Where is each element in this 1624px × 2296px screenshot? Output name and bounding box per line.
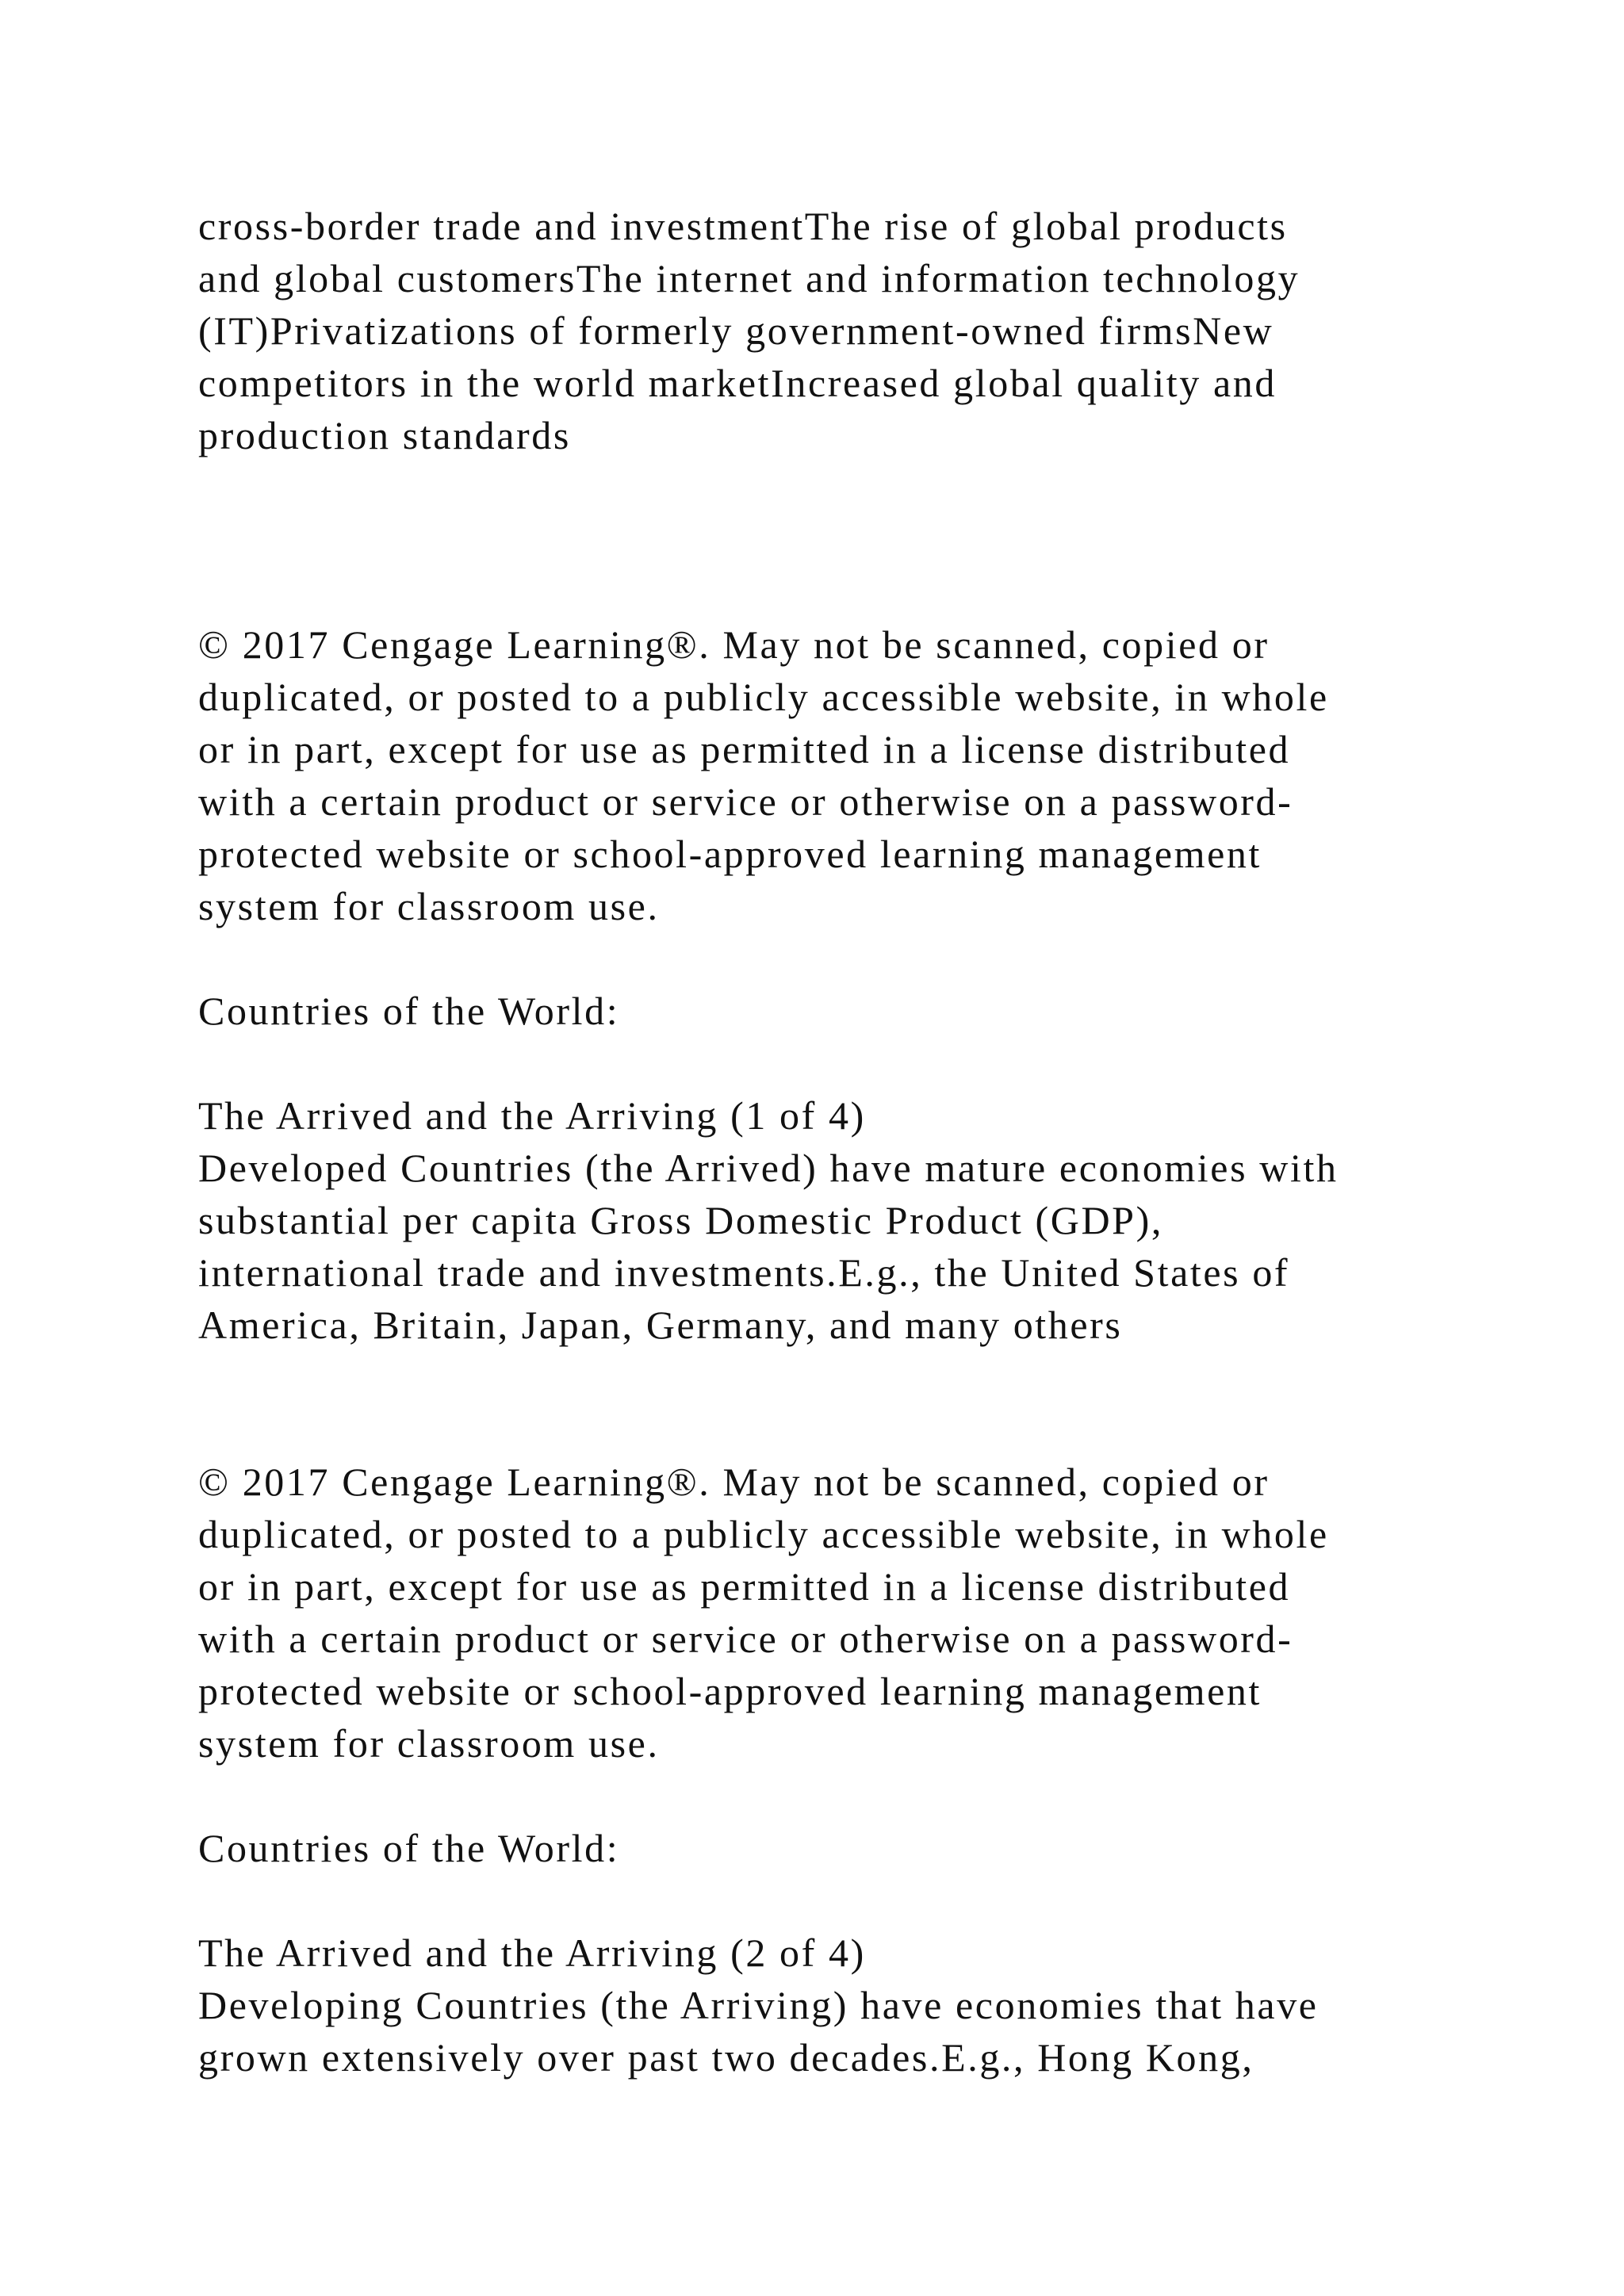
copyright-line: with a certain product or service or otherwise on a password- <box>198 779 1293 824</box>
text-line: cross-border trade and investmentThe rise of global products <box>198 204 1288 248</box>
text-line: competitors in the world marketIncreased global quality and <box>198 361 1277 405</box>
section-heading: Countries of the World: <box>198 1826 620 1870</box>
copyright-line: © 2017 Cengage Learning®. May not be scanned, copied or <box>198 622 1270 667</box>
text-line: grown extensively over past two decades.E.g., Hong Kong, <box>198 2035 1254 2080</box>
text-line: substantial per capita Gross Domestic Product (GDP), <box>198 1198 1163 1242</box>
copyright-line: duplicated, or posted to a publicly accessible website, in whole <box>198 1512 1329 1556</box>
text-line: international trade and investments.E.g., the United States of <box>198 1250 1290 1295</box>
copyright-line: © 2017 Cengage Learning®. May not be scanned, copied or <box>198 1460 1270 1504</box>
section-heading: Countries of the World: <box>198 989 620 1033</box>
copyright-line: system for classroom use. <box>198 884 660 928</box>
text-line: (IT)Privatizations of formerly government-owned firmsNew <box>198 308 1274 353</box>
copyright-line: or in part, except for use as permitted in a license distributed <box>198 1564 1291 1609</box>
text-line: Developing Countries (the Arriving) have economies that have <box>198 1983 1319 2027</box>
text-line: Developed Countries (the Arrived) have mature economies with <box>198 1146 1339 1190</box>
text-line: and global customersThe internet and information technology <box>198 256 1300 300</box>
slide-title: The Arrived and the Arriving (2 of 4) <box>198 1931 866 1975</box>
copyright-line: with a certain product or service or otherwise on a password- <box>198 1617 1293 1661</box>
slide-title: The Arrived and the Arriving (1 of 4) <box>198 1093 866 1138</box>
copyright-line: system for classroom use. <box>198 1721 660 1766</box>
copyright-line: protected website or school-approved learning management <box>198 832 1262 876</box>
copyright-line: duplicated, or posted to a publicly accessible website, in whole <box>198 675 1329 719</box>
text-line: production standards <box>198 413 571 457</box>
text-line: America, Britain, Japan, Germany, and many others <box>198 1303 1123 1347</box>
copyright-line: or in part, except for use as permitted in a license distributed <box>198 727 1291 771</box>
copyright-line: protected website or school-approved learning management <box>198 1669 1262 1713</box>
